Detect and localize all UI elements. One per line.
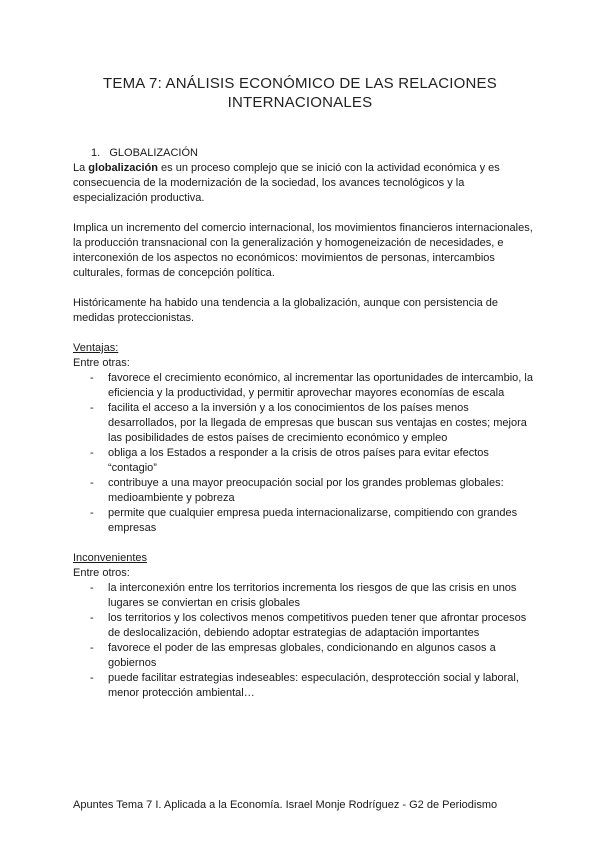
section-heading [73,146,533,161]
list-item: - permite que cualquier empresa pueda internacionalizarse, compitiendo con grandes empresas [73,506,533,536]
intro-rest: es un proceso complejo que se inició con la actividad económica y es consecuencia de la modernización de la sociedad, los avances tecnológicos y la especialización productiva. [73,162,500,204]
inconvenientes-heading: Inconvenientes [73,552,147,564]
inconvenientes-subheading: Entre otros: [73,567,130,579]
page-footer: Apuntes Tema 7 I. Aplicada a la Economía. Israel Monje Rodríguez - G2 de Periodismo [73,799,498,811]
list-item: - los territorios y los colectivos menos competitivos pueden tener que afrontar procesos de deslocalización, debiendo adoptar estrategias de adaptación importantes [73,611,533,641]
ventajas-heading: Ventajas: [73,342,119,354]
page-title-line-2: INTERNACIONALES [227,94,373,111]
intro-paragraph [73,161,533,206]
list-item: - contribuye a una mayor preocupación social por los grandes problemas globales: medioambiente y pobreza [73,476,533,506]
list-item: - facilita el acceso a la inversión y a los conocimientos de los países menos desarrollados, por la llegada de empresas que buscan sus ventajas en costes; mejora las posibilidades de estos países de crecimiento económico y empleo [73,401,533,446]
intro-prefix: La [73,162,89,174]
globalizacion-term: globalización [88,162,158,174]
paragraph-2: Implica un incremento del comercio internacional, los movimientos financieros internacionales, la producción transnacional con la generalización y homogeneización de necesidades, e interconexión de los aspectos no económicos: movimientos de personas, intercambios culturales, formas de concepción política. [73,222,533,279]
ventajas-list [73,371,533,536]
section-number: 1. [91,147,101,159]
inconvenientes-list [73,581,533,701]
ventajas-subheading: Entre otras: [73,357,130,369]
section-label: GLOBALIZACIÓN [109,147,198,159]
list-item: - favorece el crecimiento económico, al incrementar las oportunidades de intercambio, la eficiencia y la productividad, y permitir aprovechar mayores economías de escala [73,371,533,401]
list-item: - puede facilitar estrategias indeseables: especulación, desprotección social y laboral, menor protección ambiental… [73,671,533,701]
page-title-line-1: TEMA 7: ANÁLISIS ECONÓMICO DE LAS RELACIONES [103,75,497,92]
list-item: - obliga a los Estados a responder a la crisis de otros países para evitar efectos “contagio” [73,446,533,476]
page-title [0,74,600,112]
list-item: - la interconexión entre los territorios incrementa los riesgos de que las crisis en unos lugares se conviertan en crisis globales [73,581,533,611]
paragraph-3: Históricamente ha habido una tendencia a la globalización, aunque con persistencia de medidas proteccionistas. [73,297,499,324]
list-item: - favorece el poder de las empresas globales, condicionando en algunos casos a gobiernos [73,641,533,671]
document-body [73,146,533,701]
